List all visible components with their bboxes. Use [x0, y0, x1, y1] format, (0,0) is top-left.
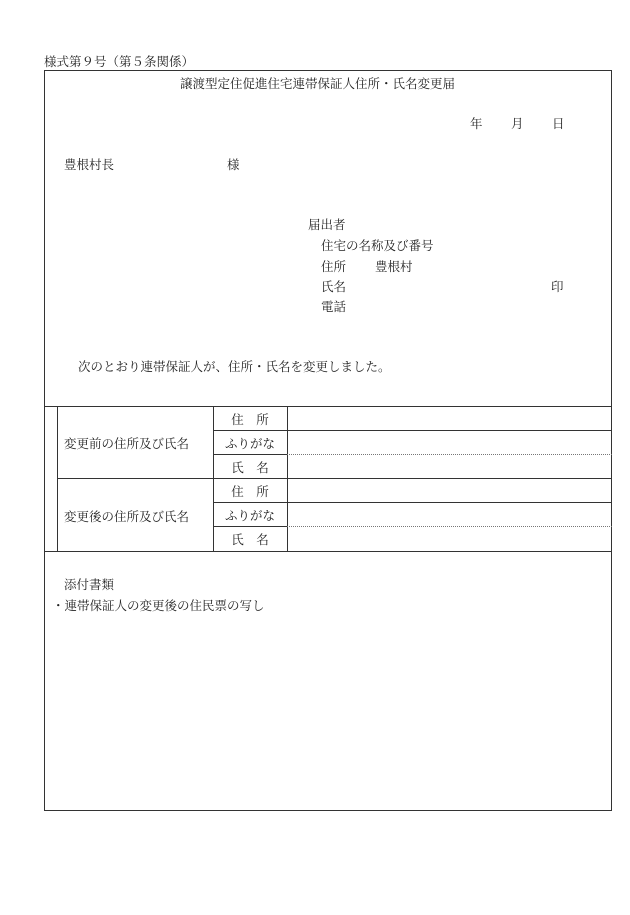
form-title: 譲渡型定住促進住宅連帯保証人住所・氏名変更届 [180, 76, 456, 91]
date-day: 日 [552, 116, 565, 131]
before-label: 変更前の住所及び氏名 [64, 436, 190, 451]
addressee-name: 豊根村長 [64, 157, 115, 172]
date-month: 月 [511, 116, 524, 131]
addressee-honorific: 様 [227, 157, 240, 172]
before-furigana-label: ふりがな [224, 436, 275, 451]
after-address-label: 住 所 [231, 484, 269, 499]
housing-label: 住宅の名称及び番号 [321, 238, 434, 253]
after-label: 変更後の住所及び氏名 [64, 509, 190, 524]
attachment-item: ・連帯保証人の変更後の住民票の写し [52, 598, 265, 613]
date-year: 年 [470, 116, 483, 131]
form-id: 様式第９号（第５条関係） [44, 54, 195, 69]
seal-mark: 印 [551, 279, 564, 294]
attachments-heading: 添付書類 [64, 577, 115, 592]
before-address-label: 住 所 [231, 412, 269, 427]
applicant-heading: 届出者 [308, 217, 346, 232]
address-value: 豊根村 [375, 259, 413, 274]
before-name-label: 氏 名 [231, 460, 269, 475]
after-furigana-label: ふりがな [224, 508, 275, 523]
statement-text: 次のとおり連帯保証人が、住所・氏名を変更しました。 [78, 359, 391, 374]
phone-label: 電話 [321, 299, 347, 314]
name-label: 氏名 [321, 279, 347, 294]
address-label: 住所 [321, 259, 347, 274]
after-name-label: 氏 名 [231, 532, 269, 547]
